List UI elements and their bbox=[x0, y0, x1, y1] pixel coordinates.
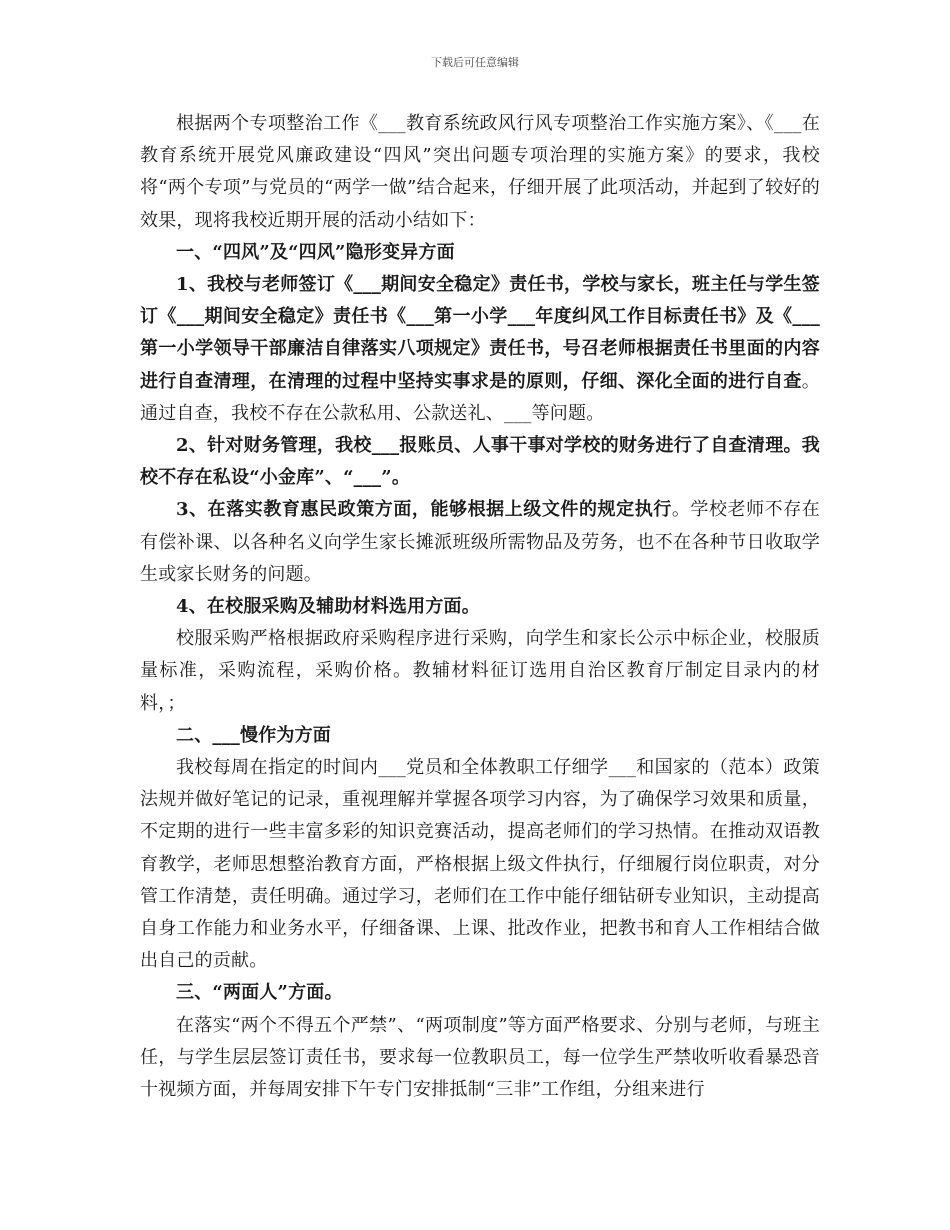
uniform-procurement-paragraph: 校服采购严格根据政府采购程序进行采购，向学生和家长公示中标企业，校服质量标准，采购流程，采购价格。教辅材料征订选用自治区教育厅制定目录内的材料，； bbox=[140, 628, 820, 714]
document-body bbox=[140, 108, 820, 1106]
page-header-note: 下载后可任意编辑 bbox=[431, 56, 519, 69]
responsibility-paragraph: 在落实“两个不得五个严禁”、“两项制度”等方面严格要求、分别与老师，与班主任，与学生层层签订责任书，要求每一位教职员工，每一位学生严禁收听收看暴恐音十视频方面，并每周安排下午专门安排抵制“三非”工作组，分组来进行 bbox=[140, 1014, 820, 1101]
intro-paragraph: 根据两个专项整治工作《___教育系统政风行风专项整治工作实施方案》、《___在教育系统开展党风廉政建设“四风”突出问题专项治理的实施方案》的要求，我校将“两个专项”与党员的“两学一做”结合起来，仔细开展了此项活动，并起到了较好的效果，现将我校近期开展的活动小结如下： bbox=[140, 113, 820, 231]
item-2-paragraph: 2、针对财务管理，我校___报账员、人事干事对学校的财务进行了自查清理。我校不存在私设“小金库”、“___”。 bbox=[140, 435, 820, 489]
section-heading-2: 二、___慢作为方面 bbox=[176, 724, 331, 746]
section-heading-1: 一、“四风”及“四风”隐形变异方面 bbox=[176, 241, 455, 263]
item-3-paragraph: 3、在落实教育惠民政策方面，能够根据上级文件的规定执行。学校老师不存在有偿补课、以各种名义向学生家长摊派班级所需物品及劳务，也不在各种节日收取学生或家长财务的问题。 bbox=[140, 499, 820, 585]
item-1-paragraph: 1、我校与老师签订《___期间安全稳定》责任书，学校与家长，班主任与学生签订《___期间安全稳定》责任书《___第一小学___年度纠风工作目标责任书》及《___第一小学领导干部廉洁自律落实八项规定》责任书，号召老师根据责任书里面的内容进行自查清理，在清理的过程中坚持实事求是的原则，仔细、深化全面的进行自查。通过自查，我校不存在公款私用、公款送礼、___等问题。 bbox=[140, 274, 820, 424]
section-heading-3: 三、“两面人”方面。 bbox=[176, 982, 343, 1004]
study-paragraph: 我校每周在指定的时间内___党员和全体教职工仔细学___和国家的（范本）政策法规并做好笔记的记录，重视理解并掌握各项学习内容，为了确保学习效果和质量，不定期的进行一些丰富多彩的知识竞赛活动，提高老师们的学习热情。在推动双语教育教学，老师思想整治教育方面，严格根据上级文件执行，仔细履行岗位职责，对分管工作清楚，责任明确。通过学习，老师们在工作中能仔细钻研专业知识，主动提高自身工作能力和业务水平，仔细备课、上课、批改作业，把教书和育人工作相结合做出自己的贡献。 bbox=[140, 757, 820, 972]
item-4-heading: 4、在校服采购及辅助材料选用方面。 bbox=[176, 596, 480, 618]
